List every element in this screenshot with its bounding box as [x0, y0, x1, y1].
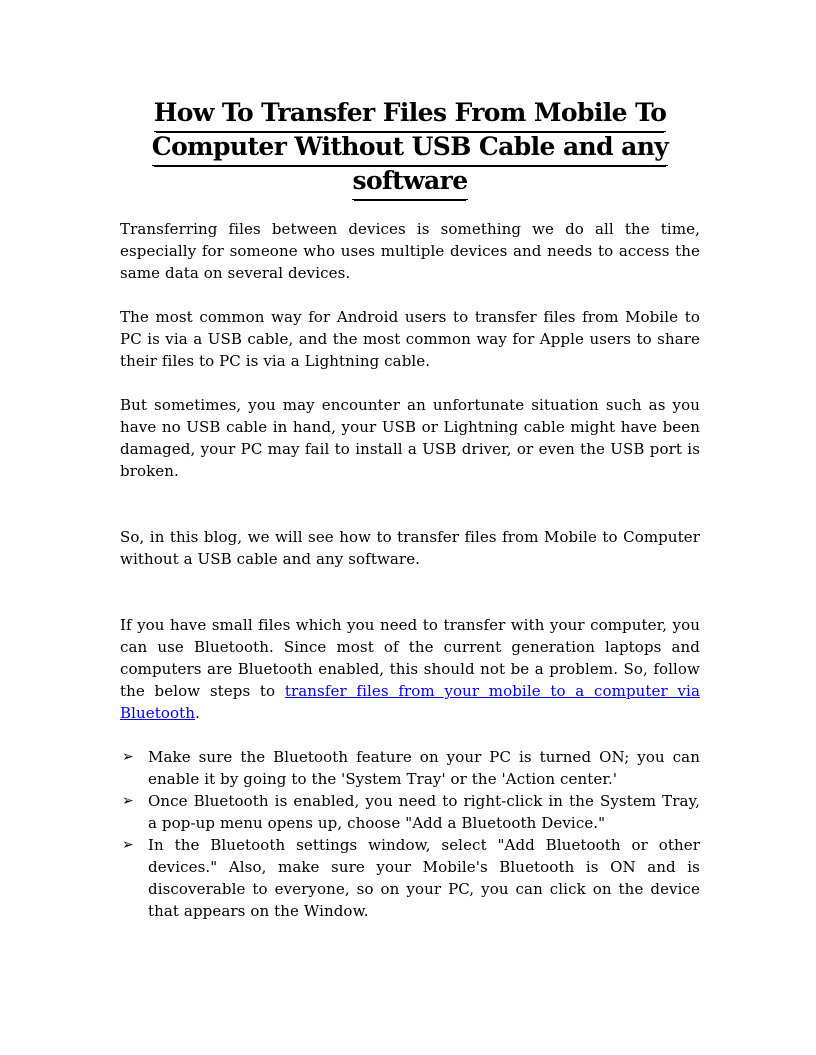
- arrow-bullet-icon: ➢: [122, 837, 134, 853]
- bluetooth-paragraph: [120, 614, 700, 724]
- bluetooth-transfer-link[interactable]: transfer files from your mobile to a computer via Bluetooth: [120, 682, 700, 722]
- step-text: Make sure the Bluetooth feature on your PC is turned ON; you can enable it by going to the 'System Tray' or the 'Action center.': [148, 748, 700, 788]
- list-item: [120, 790, 700, 834]
- title-line-3: software: [352, 164, 467, 200]
- arrow-bullet-icon: ➢: [122, 749, 134, 765]
- step-text: In the Bluetooth settings window, select "Add Bluetooth or other devices." Also, make sure your Mobile's Bluetooth is ON and is discoverable to everyone, so on your PC, you can click on the device that appears on the Window.: [148, 836, 700, 920]
- bluetooth-text-before: If you have small files which you need to transfer with your computer, you can use Bluetooth. Since most of the current generation laptops and computers are Bluetooth enabled, this should not be a problem. So, follow the below steps to: [120, 616, 700, 700]
- problem-paragraph: But sometimes, you may encounter an unfortunate situation such as you have no USB cable in hand, your USB or Lightning cable might have been damaged, your PC may fail to install a USB driver, or even the USB port is broken.: [120, 396, 700, 480]
- document-title: [120, 96, 700, 198]
- usb-cable-paragraph: The most common way for Android users to transfer files from Mobile to PC is via a USB cable, and the most common way for Apple users to share their files to PC is via a Lightning cable.: [120, 308, 700, 370]
- title-line-1: How To Transfer Files From Mobile To: [154, 96, 667, 132]
- intro-paragraph: Transferring files between devices is something we do all the time, especially for someone who uses multiple devices and needs to access the same data on several devices.: [120, 220, 700, 282]
- list-item: [120, 746, 700, 790]
- list-item: [120, 834, 700, 922]
- title-line-2: Computer Without USB Cable and any: [152, 130, 668, 166]
- document-page: [120, 96, 700, 922]
- step-text: Once Bluetooth is enabled, you need to right-click in the System Tray, a pop-up menu opens up, choose "Add a Bluetooth Device.": [148, 792, 700, 832]
- bluetooth-text-after: .: [195, 704, 200, 722]
- blog-purpose-paragraph: So, in this blog, we will see how to transfer files from Mobile to Computer without a USB cable and any software.: [120, 528, 700, 568]
- arrow-bullet-icon: ➢: [122, 793, 134, 809]
- bluetooth-steps-list: [120, 746, 700, 922]
